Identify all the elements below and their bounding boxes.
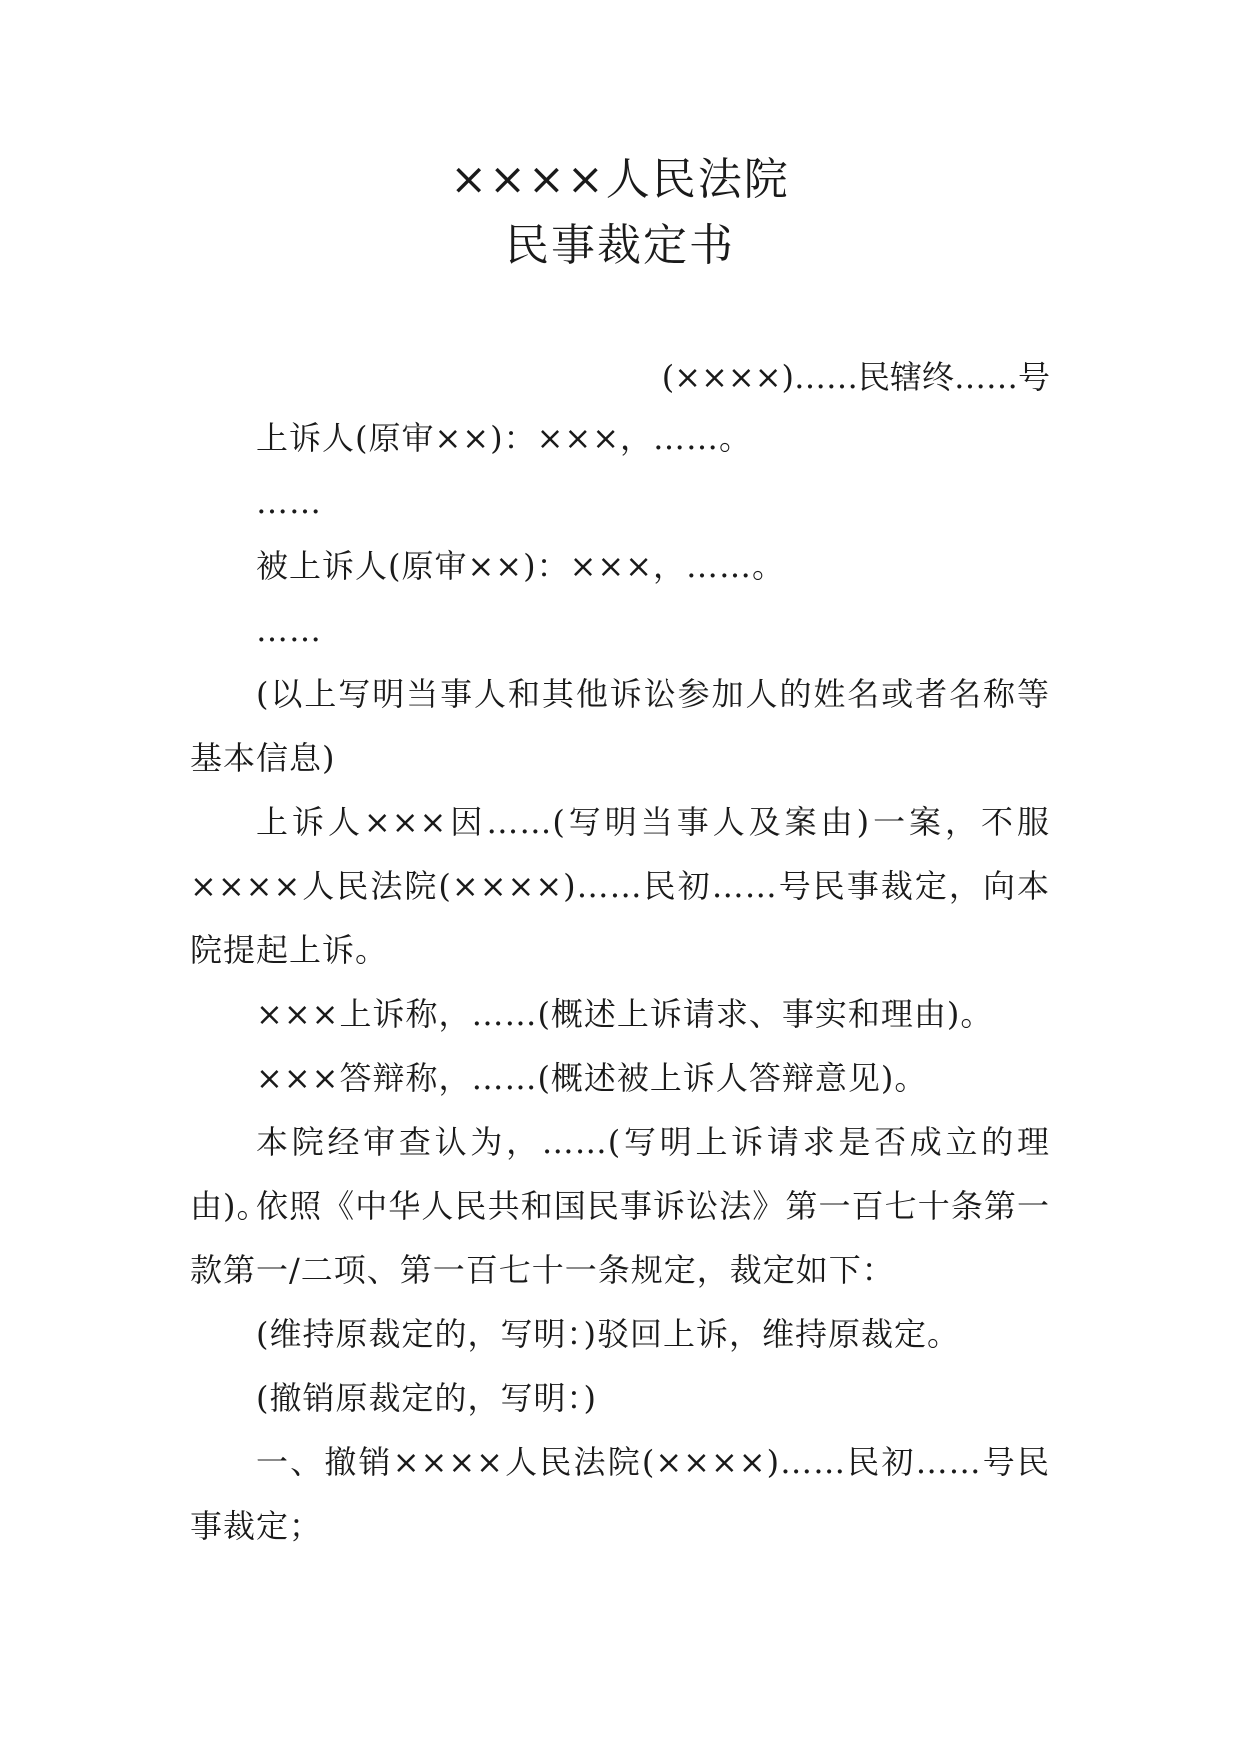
ruling-revoke-item-paragraph: 一、撤销××××人民法院(××××)……民初……号民事裁定； [190, 1443, 1050, 1545]
legal-basis-paragraph: 依照《中华人民共和国民事诉讼法》第一百七十条第一款第一/二项、第一百七十一条规定，裁定如下： [190, 1187, 1050, 1289]
court-name-title: ××××人民法院 [450, 154, 790, 205]
ellipsis-paragraph: …… [256, 483, 322, 521]
appellee-paragraph: 被上诉人(原审××)：×××，……。 [256, 547, 786, 585]
ruling-affirm-paragraph: (维持原裁定的，写明：)驳回上诉，维持原裁定。 [256, 1315, 960, 1353]
ellipsis-paragraph: …… [256, 611, 322, 649]
case-origin-paragraph: 上诉人×××因……(写明当事人及案由)一案，不服××××人民法院(××××)……民初……号民事裁定，向本院提起上诉。 [190, 803, 1050, 969]
appellant-paragraph: 上诉人(原审××)：×××，……。 [256, 419, 753, 457]
ruling-revoke-intro-paragraph: (撤销原裁定的，写明：) [256, 1379, 597, 1417]
appellee-defense-paragraph: ×××答辩称，……(概述被上诉人答辩意见)。 [256, 1059, 928, 1097]
appellant-claim-paragraph: ×××上诉称，……(概述上诉请求、事实和理由)。 [256, 995, 994, 1033]
document-type-title: 民事裁定书 [505, 220, 735, 271]
case-number: (××××)……民辖终……号 [661, 358, 1050, 396]
parties-note-paragraph: (以上写明当事人和其他诉讼参加人的姓名或者名称等基本信息) [190, 675, 1050, 777]
court-finding-paragraph: 本院经审查认为，……(写明上诉请求是否成立的理由)。 [190, 1123, 1050, 1225]
